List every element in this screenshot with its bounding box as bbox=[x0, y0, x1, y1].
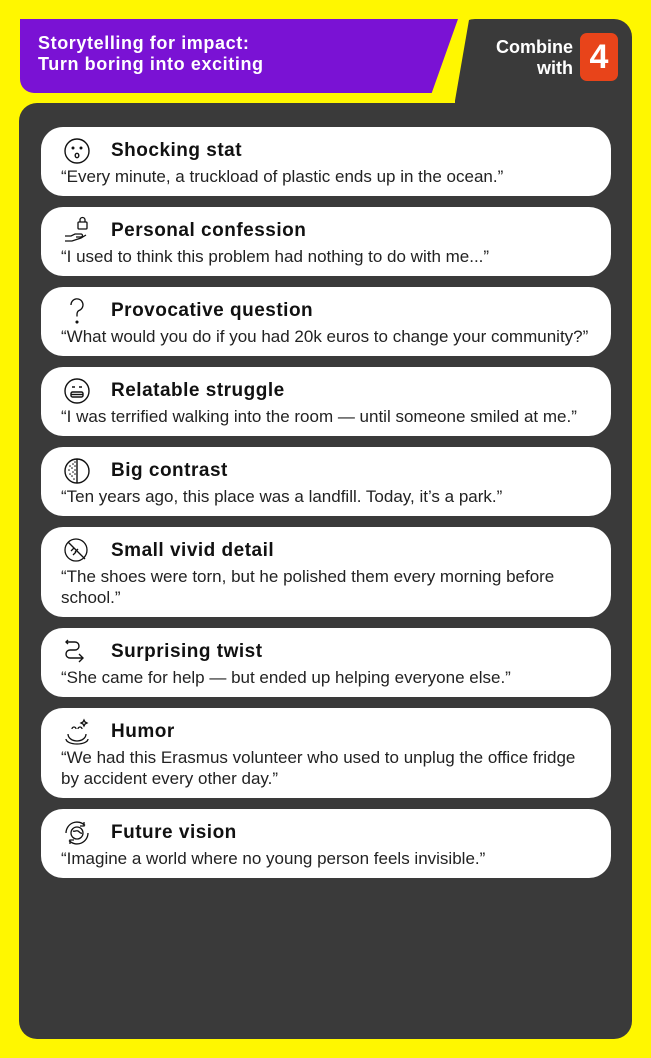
card-humor bbox=[41, 708, 611, 798]
card-text: “We had this Erasmus volunteer who used to unplug the office fridge by accident every other day.” bbox=[61, 748, 576, 788]
card-surprising-twist bbox=[41, 628, 611, 697]
card-title: Future vision bbox=[111, 822, 237, 843]
card-list bbox=[41, 127, 611, 889]
card-title: Surprising twist bbox=[111, 641, 263, 662]
page-title: Storytelling for impact: Turn boring into exciting bbox=[38, 33, 264, 74]
card-text: “The shoes were torn, but he polished them every morning before school.” bbox=[61, 567, 555, 607]
card-title: Big contrast bbox=[111, 460, 228, 481]
card-future-vision bbox=[41, 809, 611, 878]
question-mark-icon bbox=[61, 296, 93, 326]
grimacing-face-icon bbox=[61, 376, 93, 406]
card-title: Personal confession bbox=[111, 220, 307, 241]
globe-refresh-icon bbox=[61, 818, 93, 848]
card-text: “Every minute, a truckload of plastic ends up in the ocean.” bbox=[61, 167, 504, 186]
card-text: “She came for help — but ended up helping everyone else.” bbox=[61, 668, 511, 687]
combine-number-badge: 4 bbox=[580, 33, 618, 81]
card-provocative-question bbox=[41, 287, 611, 356]
card-shocking-stat bbox=[41, 127, 611, 196]
card-text: “I used to think this problem had nothing to do with me...” bbox=[61, 247, 490, 266]
surprised-face-icon bbox=[61, 136, 93, 166]
card-small-vivid-detail bbox=[41, 527, 611, 617]
card-big-contrast bbox=[41, 447, 611, 516]
card-text: “I was terrified walking into the room — until someone smiled at me.” bbox=[61, 407, 577, 426]
card-text: “What would you do if you had 20k euros to change your community?” bbox=[61, 327, 589, 346]
magnifier-detail-icon bbox=[61, 536, 93, 566]
card-title: Humor bbox=[111, 721, 175, 742]
card-personal-confession bbox=[41, 207, 611, 276]
hand-with-lock-icon bbox=[61, 216, 93, 246]
humor-face-icon bbox=[61, 717, 93, 747]
half-circle-contrast-icon bbox=[61, 456, 93, 486]
card-title: Small vivid detail bbox=[111, 540, 275, 561]
card-title: Provocative question bbox=[111, 300, 314, 321]
card-text: “Ten years ago, this place was a landfill. Today, it’s a park.” bbox=[61, 487, 503, 506]
twist-arrow-icon bbox=[61, 637, 93, 667]
card-text: “Imagine a world where no young person feels invisible.” bbox=[61, 849, 486, 868]
card-relatable-struggle bbox=[41, 367, 611, 436]
card-title: Shocking stat bbox=[111, 140, 243, 161]
card-title: Relatable struggle bbox=[111, 380, 285, 401]
combine-label: Combine with bbox=[495, 37, 573, 78]
